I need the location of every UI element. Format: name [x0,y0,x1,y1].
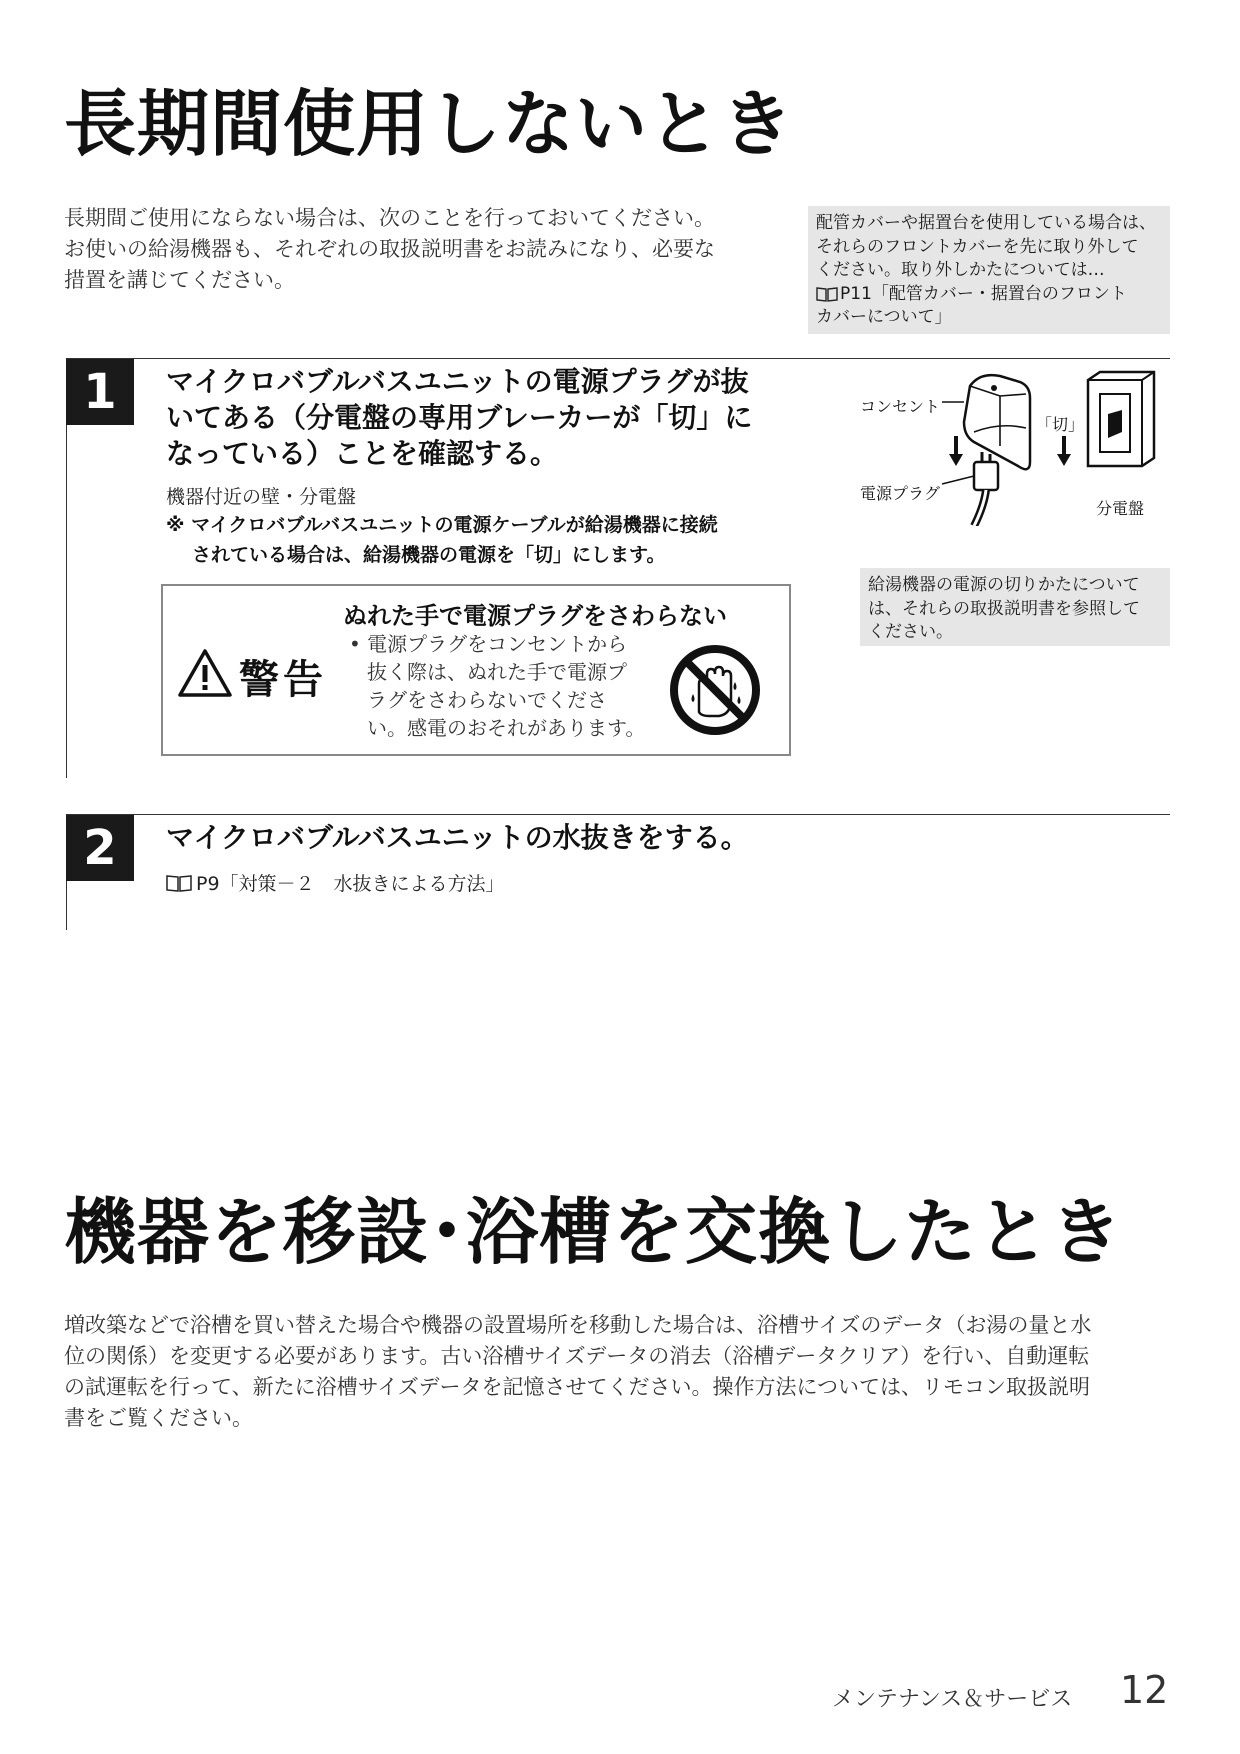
step2-ref-text: P9「対策－２ 水抜きによる方法」 [196,873,505,895]
book-icon [166,874,192,892]
outlet-label: コンセント [860,397,941,416]
book-icon [816,286,838,302]
step1-title-line: なっている）ことを確認する。 [166,437,559,470]
step2-number: 2 [66,815,134,881]
outlet-illustration [964,375,1030,469]
step1-title-line: マイクロバブルバスユニットの電源プラグが抜 [166,365,749,398]
note-line: ください。取り外しかたについては… [816,260,1105,280]
footer-section-label: メンテナンス＆サービス [832,1687,1073,1712]
body-line: 位の関係）を変更する必要があります。古い浴槽サイズデータの消去（浴槽データクリア）を行い、自動運転 [64,1344,1090,1368]
warning-line: • 電源プラグをコンセントから [349,632,628,656]
note-line: 給湯機器の電源の切りかたについて [868,575,1140,595]
intro-line: 長期間ご使用にならない場合は、次のことを行っておいてください。 [64,206,715,230]
body-line: の試運転を行って、新たに浴槽サイズデータを記憶させてください。操作方法については、リモコン取扱説明 [64,1375,1091,1399]
step1-title [166,364,752,472]
panel-label: 分電盤 [1096,499,1145,518]
step2-ref [166,869,505,896]
intro-line: お使いの給湯機器も、それぞれの取扱説明書をお読みになり、必要な [64,237,715,261]
warning-triangle-icon [177,648,233,698]
warning-label: 警告 [239,657,327,703]
cable-note-line: ※ マイクロバブルバスユニットの電源ケーブルが給湯機器に接続 [166,514,718,536]
warning-box [161,584,791,756]
section2-body [64,1310,1091,1434]
warning-title: ぬれた手で電源プラグをさわらない [343,602,727,630]
note-line [816,283,1162,307]
body-line: 増改築などで浴槽を買い替えた場合や機器の設置場所を移動した場合は、浴槽サイズのデータ（お湯の量と水 [64,1313,1092,1337]
note-line: 配管カバーや据置台を使用している場合は、 [816,213,1156,233]
body-line: 書をご覧ください。 [64,1406,253,1430]
note-line: は、それらの取扱説明書を参照して [868,598,1140,619]
note-line: ください。 [868,622,953,642]
warning-body [349,630,645,742]
power-side-note [860,568,1170,646]
step2-title: マイクロバブルバスユニットの水抜きをする。 [166,821,749,854]
warning-line: ラグをさわらないでくださ [367,688,607,712]
cover-side-note [808,206,1170,334]
step1-top-rule [66,358,1170,359]
section-intro [64,203,715,296]
cable-note-line: されている場合は、給湯機器の電源を「切」にします。 [192,544,666,566]
warning-line: 抜く際は、ぬれた手で電源プ [367,660,627,684]
section2-title: 機器を移設･浴槽を交換したとき [64,1190,1124,1274]
step1-number: 1 [66,359,134,425]
step1-location: 機器付近の壁・分電盤 [166,486,357,508]
note-ref-text: P11「配管カバー・据置台のフロント [840,283,1127,304]
step2-top-rule [66,814,1170,815]
breaker-panel-illustration [1088,372,1154,466]
note-line: それらのフロントカバーを先に取り外して [816,236,1139,257]
page-number: 12 [1120,1668,1169,1712]
plug-illustration [974,452,998,526]
plug-label: 電源プラグ [860,484,941,503]
page-title: 長期間使用しないとき [64,82,795,166]
off-label: 「切」 [1036,415,1085,434]
note-line: カバーについて」 [816,307,952,327]
no-wet-hands-icon [669,644,761,736]
intro-line: 措置を講じてください。 [64,268,295,292]
step1-title-line: いてある（分電盤の専用ブレーカーが「切」に [166,401,753,434]
warning-line: い。感電のおそれがあります。 [367,716,646,740]
step1-cable-note [166,510,718,570]
